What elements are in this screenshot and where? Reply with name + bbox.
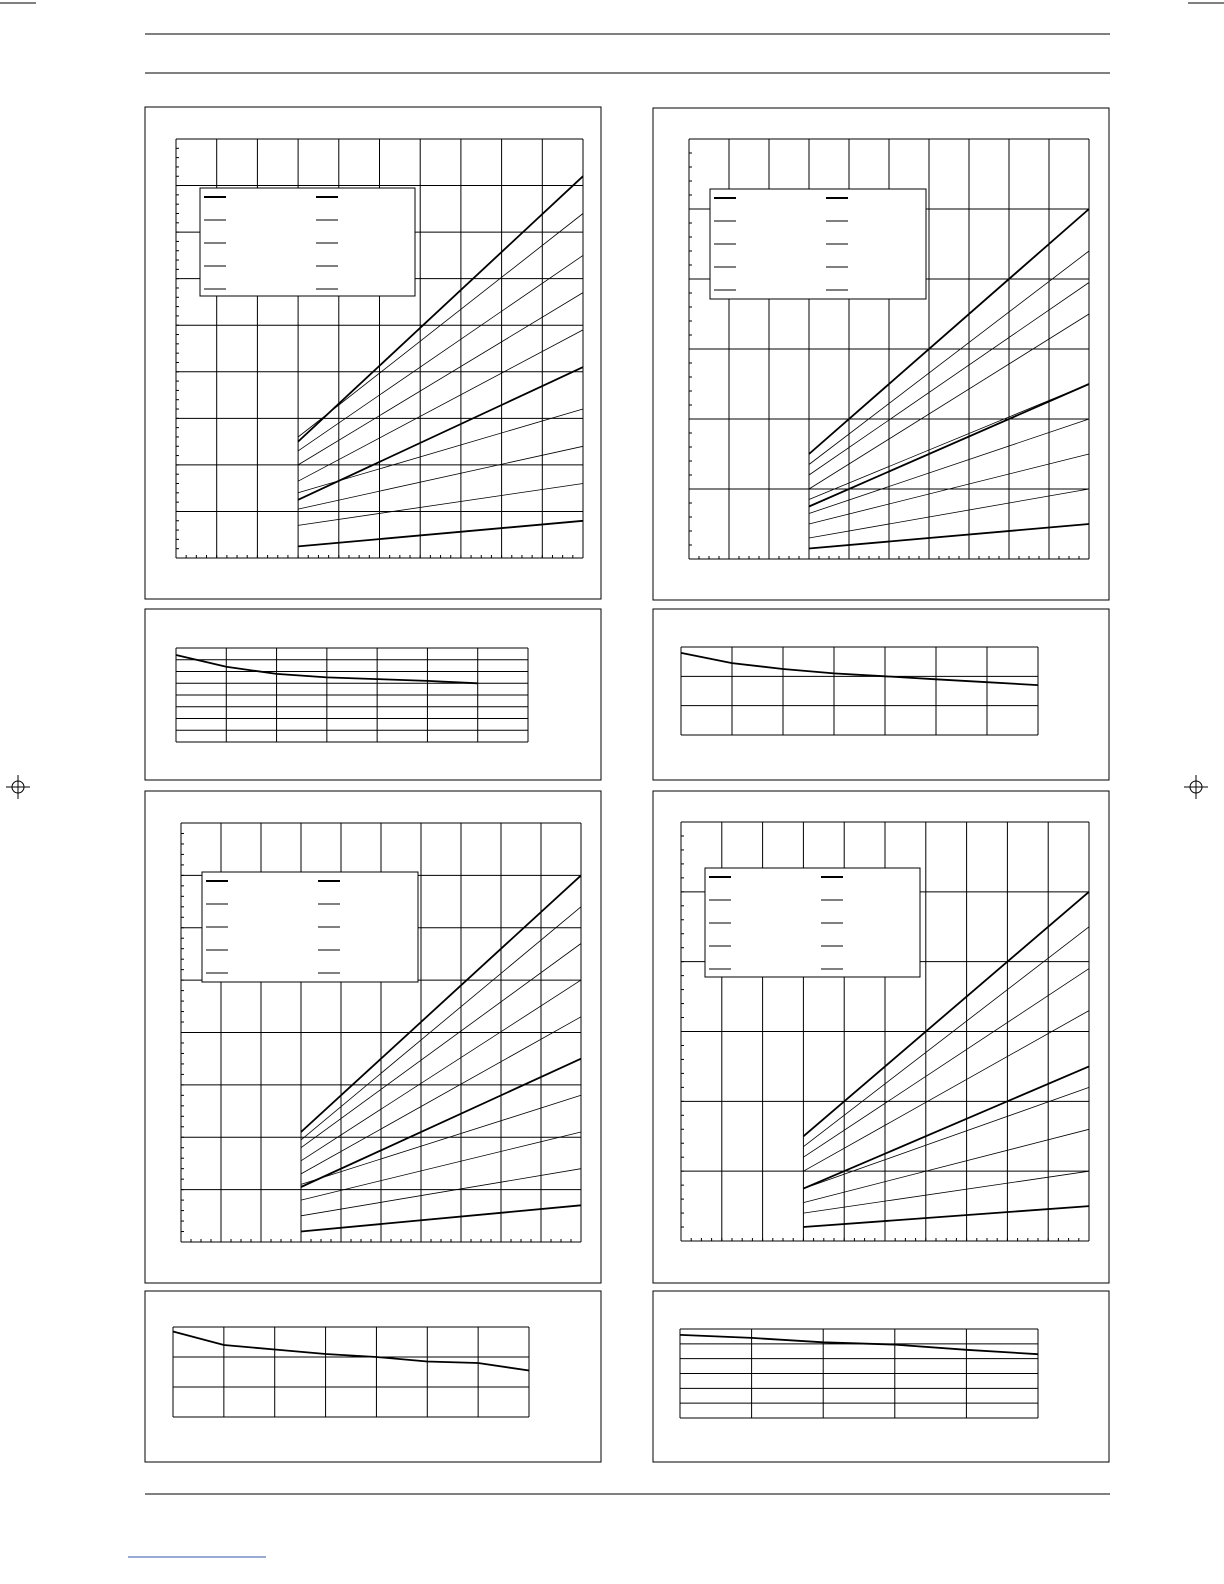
series-line-6	[301, 1017, 581, 1174]
series-line-1	[809, 524, 1089, 549]
series-line-4	[301, 1095, 581, 1184]
panel-frame-bottom-left-sub	[145, 1291, 601, 1462]
series-line-1	[681, 653, 1038, 685]
series-line-3	[298, 446, 583, 509]
legend-box	[710, 189, 926, 299]
series-line-7	[803, 969, 1089, 1158]
chart-top-left-sub	[176, 648, 528, 742]
series-line-4	[809, 419, 1089, 514]
registration-mark-left	[6, 775, 30, 799]
series-line-5	[301, 1059, 581, 1187]
registration-mark-right	[1184, 775, 1208, 799]
legend-box	[200, 188, 415, 296]
series-line-6	[298, 330, 583, 481]
series-line-4	[803, 1087, 1089, 1188]
series-line-5	[298, 367, 583, 500]
series-line-1	[301, 1205, 581, 1231]
series-line-1	[803, 1206, 1089, 1227]
chart-bottom-left-sub	[173, 1327, 529, 1417]
panel-frame-top-right-sub	[653, 609, 1109, 780]
legend-box	[202, 872, 418, 982]
chart-top-right-main	[689, 139, 1089, 559]
series-line-6	[809, 384, 1089, 507]
chart-bottom-left-main	[181, 823, 581, 1242]
series-line-1	[298, 521, 583, 547]
panel-frame-top-right-main	[653, 108, 1109, 600]
chart-bottom-right-main	[681, 822, 1089, 1241]
legend-box	[705, 868, 920, 977]
series-line-2	[298, 484, 583, 526]
chart-top-right-sub	[681, 647, 1038, 735]
chart-bottom-right-sub	[680, 1329, 1038, 1418]
series-line-7	[301, 980, 581, 1161]
chart-top-left-main	[176, 139, 583, 558]
series-line-5	[803, 1066, 1089, 1188]
series-line-7	[298, 293, 583, 465]
series-line-2	[803, 1171, 1089, 1213]
series-line-6	[803, 1011, 1089, 1172]
series-line-3	[803, 1129, 1089, 1202]
series-line-1	[173, 1332, 529, 1371]
panel-frame-bottom-right-sub	[653, 1291, 1109, 1462]
series-line-1	[680, 1335, 1038, 1354]
